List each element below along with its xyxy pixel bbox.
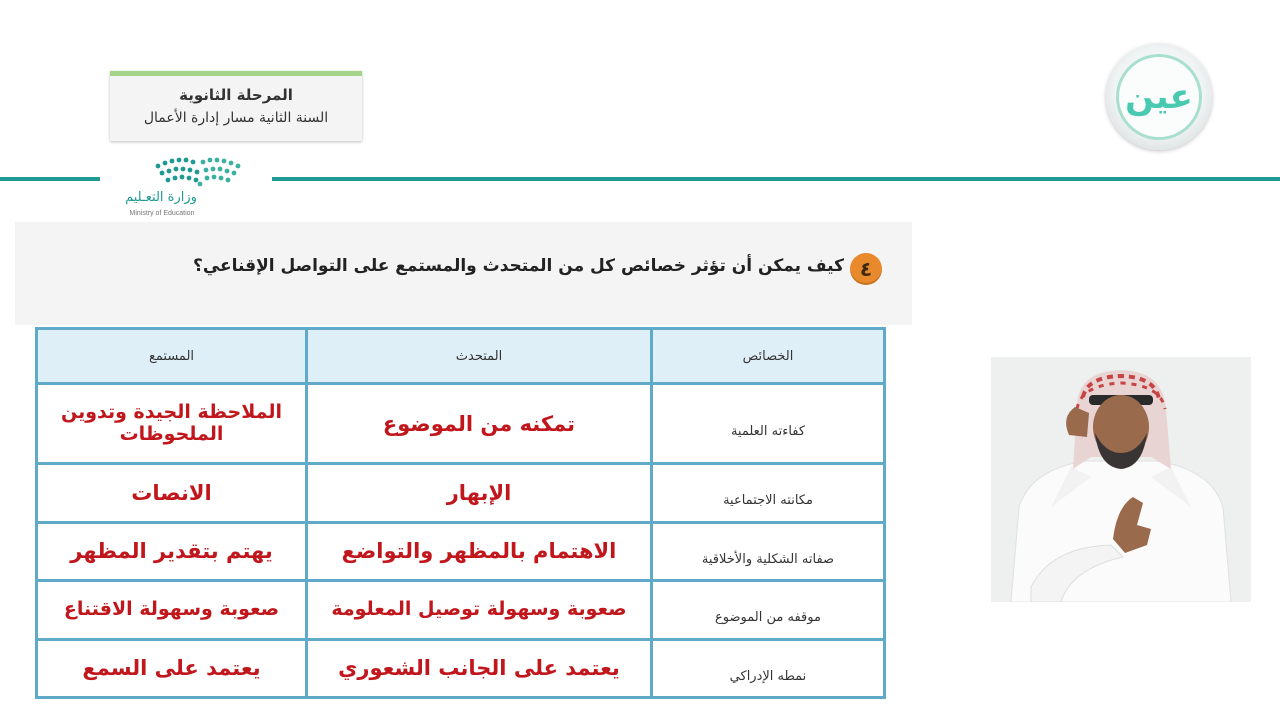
ain-logo-ring [1116,54,1202,140]
listener-answer: الملاحظة الجيدة وتدوين الملحوظات [37,384,307,464]
ain-brand-logo [1106,44,1212,150]
table-row [37,464,885,522]
ministry-name-arabic: وزارة التعـليم [125,190,197,205]
row-label: مكانته الاجتماعية [652,464,885,522]
characteristics-table [35,327,886,699]
row-label: نمطه الإدراكي [652,639,885,697]
ain-logo-text: عين [1125,77,1193,117]
table-row [37,581,885,639]
header-divider-right [272,177,1280,181]
question-number-badge: ٤ [850,253,882,285]
table-header-row [37,329,885,384]
track-subtitle: السنة الثانية مسار إدارة الأعمال [143,110,329,126]
ministry-name-english: Ministry of Education [129,210,195,217]
listener-answer: يعتمد على السمع [37,639,307,697]
header-speaker: المتحدث [307,329,652,384]
ministry-logo [110,152,210,220]
question-text: كيف يمكن أن تؤثر خصائص كل من المتحدث والمستمع على التواصل الإقناعي؟ [192,256,844,276]
row-label: موقفه من الموضوع [652,581,885,639]
listener-answer: صعوبة وسهولة الاقتناع [37,581,307,639]
table-row [37,384,885,464]
ministry-emblem-icon [150,156,246,188]
sign-language-video [991,357,1251,602]
sign-language-interpreter-icon [991,357,1251,602]
listener-answer: الانصات [37,464,307,522]
speaker-answer: صعوبة وسهولة توصيل المعلومة [307,581,652,639]
course-header-card [110,71,362,141]
header-divider-left [0,177,100,181]
speaker-answer: الإبهار [307,464,652,522]
row-label: صفاته الشكلية والأخلاقية [652,522,885,580]
header-characteristics: الخصائص [652,329,885,384]
speaker-answer: الاهتمام بالمظهر والتواضع [307,522,652,580]
speaker-answer: تمكنه من الموضوع [307,384,652,464]
header-listener: المستمع [37,329,307,384]
table-row [37,639,885,697]
row-label: كفاءته العلمية [652,384,885,464]
listener-answer: يهتم بتقدير المظهر [37,522,307,580]
table-row [37,522,885,580]
speaker-answer: يعتمد على الجانب الشعوري [307,639,652,697]
stage-title: المرحلة الثانوية [179,86,293,104]
